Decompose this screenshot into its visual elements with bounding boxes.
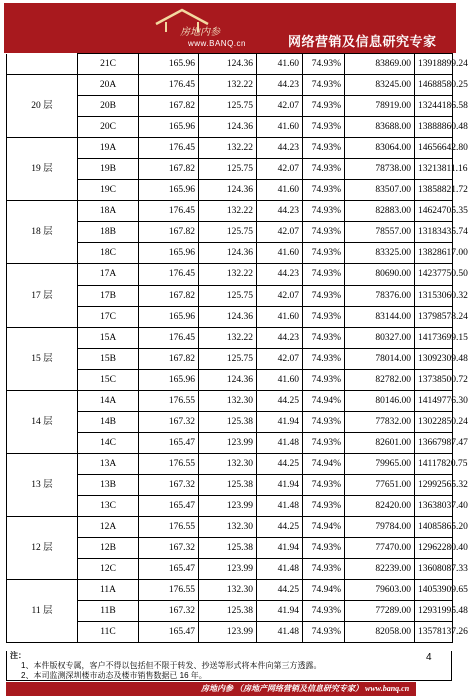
unit-cell: 18C bbox=[78, 243, 139, 264]
value-cell: 82601.00 bbox=[345, 432, 415, 453]
value-cell: 82782.00 bbox=[345, 369, 415, 390]
unit-cell: 13A bbox=[78, 453, 139, 474]
value-cell: 44.23 bbox=[257, 75, 303, 96]
value-cell: 80146.00 bbox=[345, 390, 415, 411]
floor-label: 20 层 bbox=[7, 75, 78, 138]
table-row bbox=[7, 327, 453, 348]
value-cell: 74.93% bbox=[303, 117, 345, 138]
value-cell: 74.93% bbox=[303, 243, 345, 264]
value-cell: 44.25 bbox=[257, 390, 303, 411]
value-cell: 82420.00 bbox=[345, 495, 415, 516]
value-cell: 13918899.24 bbox=[415, 54, 453, 75]
value-cell: 41.94 bbox=[257, 474, 303, 495]
unit-cell: 13C bbox=[78, 495, 139, 516]
value-cell: 13244186.58 bbox=[415, 96, 453, 117]
value-cell: 165.96 bbox=[139, 117, 199, 138]
value-cell: 14053909.65 bbox=[415, 580, 453, 601]
value-cell: 44.25 bbox=[257, 453, 303, 474]
value-cell: 74.93% bbox=[303, 495, 345, 516]
unit-cell: 20B bbox=[78, 96, 139, 117]
value-cell: 14149776.30 bbox=[415, 390, 453, 411]
floor-label: 15 层 bbox=[7, 327, 78, 390]
value-cell: 14173699.15 bbox=[415, 327, 453, 348]
value-cell: 74.93% bbox=[303, 222, 345, 243]
table-row bbox=[7, 453, 453, 474]
value-cell: 83064.00 bbox=[345, 138, 415, 159]
value-cell: 165.96 bbox=[139, 54, 199, 75]
value-cell: 42.07 bbox=[257, 285, 303, 306]
value-cell: 74.93% bbox=[303, 538, 345, 559]
value-cell: 74.93% bbox=[303, 159, 345, 180]
unit-cell: 13B bbox=[78, 474, 139, 495]
unit-cell: 12B bbox=[78, 538, 139, 559]
value-cell: 176.55 bbox=[139, 517, 199, 538]
floor-label: 17 层 bbox=[7, 264, 78, 327]
unit-cell: 12A bbox=[78, 517, 139, 538]
value-cell: 80327.00 bbox=[345, 327, 415, 348]
table-row bbox=[7, 54, 453, 75]
brand-name: 房地内参 bbox=[180, 27, 220, 38]
brand-url: www.BANQ.cn bbox=[188, 39, 246, 48]
unit-cell: 14A bbox=[78, 390, 139, 411]
value-cell: 124.36 bbox=[199, 54, 257, 75]
value-cell: 74.93% bbox=[303, 601, 345, 622]
floor-label: 18 层 bbox=[7, 201, 78, 264]
value-cell: 74.93% bbox=[303, 138, 345, 159]
value-cell: 74.94% bbox=[303, 453, 345, 474]
value-cell: 77289.00 bbox=[345, 601, 415, 622]
value-cell: 13092309.48 bbox=[415, 348, 453, 369]
header-banner bbox=[4, 3, 456, 53]
unit-cell: 19B bbox=[78, 159, 139, 180]
table-row bbox=[7, 201, 453, 222]
value-cell: 79965.00 bbox=[345, 453, 415, 474]
value-cell: 12992565.32 bbox=[415, 474, 453, 495]
unit-cell: 17C bbox=[78, 306, 139, 327]
value-cell: 165.96 bbox=[139, 243, 199, 264]
brand-slogan: 网络营销及信息研究专家 bbox=[288, 34, 437, 49]
value-cell: 176.45 bbox=[139, 75, 199, 96]
value-cell: 132.30 bbox=[199, 580, 257, 601]
value-cell: 44.25 bbox=[257, 517, 303, 538]
value-cell: 79603.00 bbox=[345, 580, 415, 601]
value-cell: 74.93% bbox=[303, 411, 345, 432]
value-cell: 13667987.47 bbox=[415, 432, 453, 453]
value-cell: 132.22 bbox=[199, 201, 257, 222]
unit-cell: 15C bbox=[78, 369, 139, 390]
value-cell: 14656642.80 bbox=[415, 138, 453, 159]
unit-cell: 18B bbox=[78, 222, 139, 243]
floor-label: 13 层 bbox=[7, 453, 78, 516]
value-cell: 74.93% bbox=[303, 348, 345, 369]
value-cell: 165.96 bbox=[139, 369, 199, 390]
notes-box bbox=[6, 651, 452, 681]
value-cell: 167.32 bbox=[139, 474, 199, 495]
table-row bbox=[7, 138, 453, 159]
value-cell: 132.22 bbox=[199, 138, 257, 159]
value-cell: 83245.00 bbox=[345, 75, 415, 96]
value-cell: 13183435.74 bbox=[415, 222, 453, 243]
value-cell: 13578137.26 bbox=[415, 622, 453, 643]
value-cell: 74.93% bbox=[303, 201, 345, 222]
value-cell: 132.22 bbox=[199, 327, 257, 348]
value-cell: 74.93% bbox=[303, 285, 345, 306]
unit-cell: 14C bbox=[78, 432, 139, 453]
value-cell: 125.75 bbox=[199, 348, 257, 369]
value-cell: 79784.00 bbox=[345, 517, 415, 538]
value-cell: 165.96 bbox=[139, 306, 199, 327]
value-cell: 41.94 bbox=[257, 411, 303, 432]
value-cell: 13153060.32 bbox=[415, 285, 453, 306]
value-cell: 42.07 bbox=[257, 159, 303, 180]
value-cell: 167.82 bbox=[139, 159, 199, 180]
value-cell: 132.22 bbox=[199, 75, 257, 96]
unit-cell: 19C bbox=[78, 180, 139, 201]
value-cell: 125.38 bbox=[199, 474, 257, 495]
value-cell: 124.36 bbox=[199, 117, 257, 138]
value-cell: 74.93% bbox=[303, 180, 345, 201]
value-cell: 41.60 bbox=[257, 54, 303, 75]
value-cell: 125.38 bbox=[199, 601, 257, 622]
value-cell: 132.22 bbox=[199, 264, 257, 285]
value-cell: 14624705.35 bbox=[415, 201, 453, 222]
unit-cell: 15B bbox=[78, 348, 139, 369]
value-cell: 132.30 bbox=[199, 390, 257, 411]
value-cell: 167.82 bbox=[139, 348, 199, 369]
note-item: 2、本司监测深圳楼市动态及楼市销售数据已 16 年。 bbox=[21, 671, 207, 680]
value-cell: 125.75 bbox=[199, 159, 257, 180]
value-cell: 13888860.48 bbox=[415, 117, 453, 138]
unit-cell: 11B bbox=[78, 601, 139, 622]
value-cell: 74.93% bbox=[303, 54, 345, 75]
value-cell: 77651.00 bbox=[345, 474, 415, 495]
floor-label: 14 层 bbox=[7, 390, 78, 453]
value-cell: 74.94% bbox=[303, 580, 345, 601]
value-cell: 41.60 bbox=[257, 180, 303, 201]
value-cell: 74.93% bbox=[303, 432, 345, 453]
value-cell: 74.93% bbox=[303, 369, 345, 390]
value-cell: 13608087.33 bbox=[415, 559, 453, 580]
value-cell: 41.94 bbox=[257, 538, 303, 559]
value-cell: 176.55 bbox=[139, 390, 199, 411]
table-row bbox=[7, 517, 453, 538]
value-cell: 41.48 bbox=[257, 432, 303, 453]
value-cell: 176.45 bbox=[139, 327, 199, 348]
value-cell: 78919.00 bbox=[345, 96, 415, 117]
value-cell: 13798578.24 bbox=[415, 306, 453, 327]
value-cell: 80690.00 bbox=[345, 264, 415, 285]
value-cell: 176.45 bbox=[139, 138, 199, 159]
unit-cell: 17A bbox=[78, 264, 139, 285]
value-cell: 124.36 bbox=[199, 243, 257, 264]
value-cell: 12962280.40 bbox=[415, 538, 453, 559]
value-cell: 125.75 bbox=[199, 285, 257, 306]
price-table bbox=[6, 53, 468, 643]
value-cell: 41.60 bbox=[257, 243, 303, 264]
value-cell: 44.23 bbox=[257, 201, 303, 222]
floor-label: 12 层 bbox=[7, 517, 78, 580]
unit-cell: 12C bbox=[78, 559, 139, 580]
value-cell: 74.93% bbox=[303, 474, 345, 495]
value-cell: 42.07 bbox=[257, 348, 303, 369]
value-cell: 13638037.40 bbox=[415, 495, 453, 516]
value-cell: 167.82 bbox=[139, 222, 199, 243]
value-cell: 78376.00 bbox=[345, 285, 415, 306]
value-cell: 13022850.24 bbox=[415, 411, 453, 432]
value-cell: 42.07 bbox=[257, 96, 303, 117]
value-cell: 123.99 bbox=[199, 622, 257, 643]
value-cell: 41.60 bbox=[257, 117, 303, 138]
value-cell: 74.93% bbox=[303, 96, 345, 117]
value-cell: 165.47 bbox=[139, 559, 199, 580]
note-item: 1、本件版权专属，客户不得以包括但不限于转发、抄送等形式将本件向第三方透露。 bbox=[21, 661, 322, 670]
value-cell: 74.93% bbox=[303, 622, 345, 643]
value-cell: 74.93% bbox=[303, 559, 345, 580]
value-cell: 44.25 bbox=[257, 580, 303, 601]
value-cell: 83325.00 bbox=[345, 243, 415, 264]
value-cell: 78014.00 bbox=[345, 348, 415, 369]
unit-cell: 21C bbox=[78, 54, 139, 75]
value-cell: 83869.00 bbox=[345, 54, 415, 75]
value-cell: 13738500.72 bbox=[415, 369, 453, 390]
floor-label: 19 层 bbox=[7, 138, 78, 201]
unit-cell: 15A bbox=[78, 327, 139, 348]
value-cell: 41.48 bbox=[257, 559, 303, 580]
unit-cell: 19A bbox=[78, 138, 139, 159]
value-cell: 82883.00 bbox=[345, 201, 415, 222]
table-row bbox=[7, 580, 453, 601]
table-row bbox=[7, 390, 453, 411]
value-cell: 44.23 bbox=[257, 327, 303, 348]
value-cell: 125.38 bbox=[199, 538, 257, 559]
value-cell: 176.45 bbox=[139, 264, 199, 285]
value-cell: 74.93% bbox=[303, 75, 345, 96]
value-cell: 74.94% bbox=[303, 390, 345, 411]
unit-cell: 18A bbox=[78, 201, 139, 222]
value-cell: 125.38 bbox=[199, 411, 257, 432]
value-cell: 74.93% bbox=[303, 306, 345, 327]
value-cell: 124.36 bbox=[199, 306, 257, 327]
footer-banner bbox=[6, 682, 416, 696]
value-cell: 82058.00 bbox=[345, 622, 415, 643]
unit-cell: 17B bbox=[78, 285, 139, 306]
page-number: 4 bbox=[426, 652, 432, 663]
value-cell: 78557.00 bbox=[345, 222, 415, 243]
floor-label bbox=[7, 54, 78, 75]
value-cell: 167.82 bbox=[139, 96, 199, 117]
unit-cell: 11A bbox=[78, 580, 139, 601]
value-cell: 41.48 bbox=[257, 495, 303, 516]
value-cell: 74.94% bbox=[303, 517, 345, 538]
value-cell: 132.30 bbox=[199, 517, 257, 538]
value-cell: 167.32 bbox=[139, 601, 199, 622]
unit-cell: 20A bbox=[78, 75, 139, 96]
value-cell: 41.94 bbox=[257, 601, 303, 622]
value-cell: 77832.00 bbox=[345, 411, 415, 432]
value-cell: 123.99 bbox=[199, 559, 257, 580]
unit-cell: 11C bbox=[78, 622, 139, 643]
value-cell: 165.47 bbox=[139, 432, 199, 453]
value-cell: 14085865.20 bbox=[415, 517, 453, 538]
value-cell: 165.47 bbox=[139, 622, 199, 643]
value-cell: 83507.00 bbox=[345, 180, 415, 201]
value-cell: 41.48 bbox=[257, 622, 303, 643]
price-table-wrapper bbox=[6, 53, 468, 643]
value-cell: 125.75 bbox=[199, 96, 257, 117]
notes-title: 注： bbox=[10, 651, 26, 660]
value-cell: 124.36 bbox=[199, 180, 257, 201]
value-cell: 125.75 bbox=[199, 222, 257, 243]
value-cell: 14117820.75 bbox=[415, 453, 453, 474]
value-cell: 12931995.48 bbox=[415, 601, 453, 622]
value-cell: 13213811.16 bbox=[415, 159, 453, 180]
value-cell: 44.23 bbox=[257, 264, 303, 285]
value-cell: 132.30 bbox=[199, 453, 257, 474]
price-table-body bbox=[7, 54, 468, 643]
unit-cell: 14B bbox=[78, 411, 139, 432]
value-cell: 78738.00 bbox=[345, 159, 415, 180]
floor-label: 11 层 bbox=[7, 580, 78, 643]
value-cell: 123.99 bbox=[199, 495, 257, 516]
value-cell: 82239.00 bbox=[345, 559, 415, 580]
value-cell: 44.23 bbox=[257, 138, 303, 159]
value-cell: 42.07 bbox=[257, 222, 303, 243]
value-cell: 167.82 bbox=[139, 285, 199, 306]
value-cell: 74.93% bbox=[303, 327, 345, 348]
value-cell: 176.55 bbox=[139, 453, 199, 474]
value-cell: 167.32 bbox=[139, 411, 199, 432]
value-cell: 41.60 bbox=[257, 369, 303, 390]
value-cell: 176.55 bbox=[139, 580, 199, 601]
value-cell: 83144.00 bbox=[345, 306, 415, 327]
value-cell: 124.36 bbox=[199, 369, 257, 390]
value-cell: 77470.00 bbox=[345, 538, 415, 559]
value-cell: 176.45 bbox=[139, 201, 199, 222]
value-cell: 41.60 bbox=[257, 306, 303, 327]
value-cell: 165.47 bbox=[139, 495, 199, 516]
value-cell: 167.32 bbox=[139, 538, 199, 559]
footer-text: 房地内参 （房地产网络营销及信息研究专家） www.banq.cn bbox=[201, 684, 410, 693]
table-row bbox=[7, 264, 453, 285]
value-cell: 14688580.25 bbox=[415, 75, 453, 96]
value-cell: 123.99 bbox=[199, 432, 257, 453]
value-cell: 13828617.00 bbox=[415, 243, 453, 264]
table-row bbox=[7, 75, 453, 96]
unit-cell: 20C bbox=[78, 117, 139, 138]
value-cell: 165.96 bbox=[139, 180, 199, 201]
value-cell: 83688.00 bbox=[345, 117, 415, 138]
value-cell: 74.93% bbox=[303, 264, 345, 285]
value-cell: 13858821.72 bbox=[415, 180, 453, 201]
value-cell: 14237750.50 bbox=[415, 264, 453, 285]
